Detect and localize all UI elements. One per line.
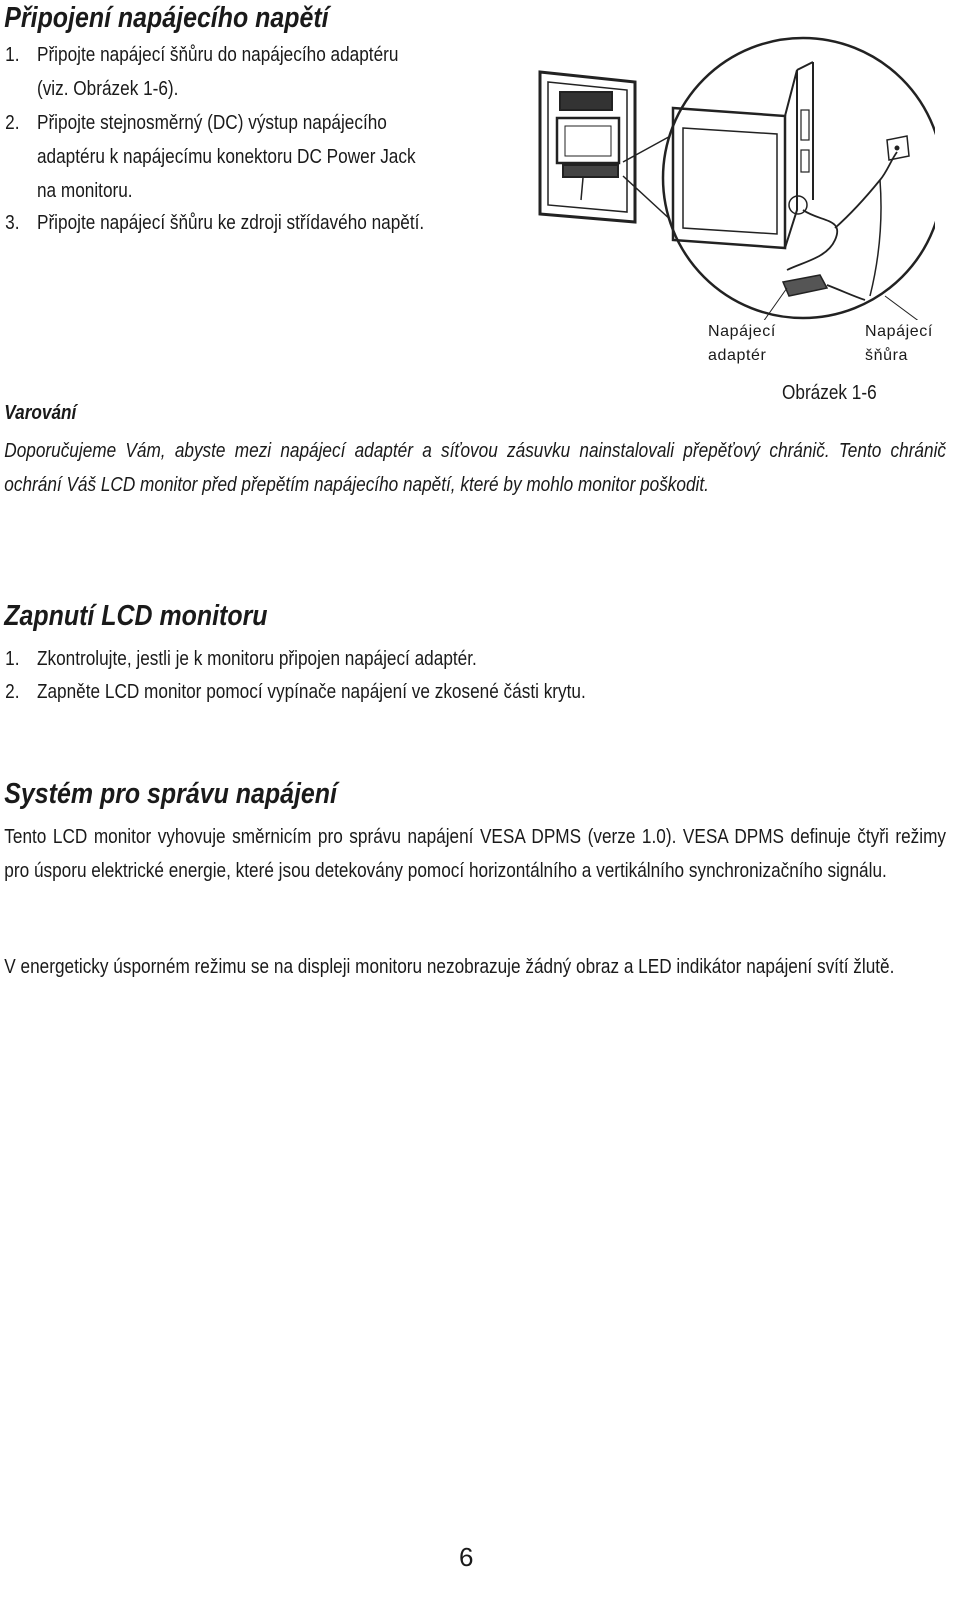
step-number: 2. bbox=[5, 112, 20, 134]
step-line: (viz. Obrázek 1-6). bbox=[36, 78, 179, 100]
step-number: 1. bbox=[5, 44, 20, 66]
figure-illustration bbox=[535, 0, 935, 320]
label-line: Napájecí bbox=[708, 323, 776, 340]
page-number: 6 bbox=[459, 1542, 474, 1572]
section-power-management bbox=[0, 778, 946, 1018]
section-heading: Zapnutí LCD monitoru bbox=[4, 600, 268, 632]
paragraph: Tento LCD monitor vyhovuje směrnicím pro správu napájení VESA DPMS (verze 1.0). VESA DPMS definuje čtyři režimy pro úsporu elektrické energie, které jsou detekovány pomocí horizontálního a vertikálního synchronizačního signálu. bbox=[4, 826, 947, 882]
step-line: Zkontrolujte, jestli je k monitoru připojen napájecí adaptér. bbox=[36, 648, 477, 670]
section-heading: Systém pro správu napájení bbox=[4, 778, 337, 810]
label-line: adaptér bbox=[708, 347, 767, 364]
step-number: 3. bbox=[5, 212, 20, 234]
step-number: 2. bbox=[5, 681, 20, 703]
label-line: Napájecí bbox=[865, 323, 933, 340]
warning-block bbox=[0, 402, 946, 542]
figure-caption: Obrázek 1-6 bbox=[782, 382, 877, 404]
paragraph: V energeticky úsporném režimu se na displeji monitoru nezobrazuje žádný obraz a LED indikátor napájení svítí žlutě. bbox=[4, 956, 895, 978]
step-line: na monitoru. bbox=[36, 180, 133, 202]
step-line: Připojte stejnosměrný (DC) výstup napájecího bbox=[36, 112, 387, 134]
label-power-cord bbox=[865, 320, 933, 368]
step-line: Zapněte LCD monitor pomocí vypínače napájení ve zkosené části krytu. bbox=[36, 681, 586, 703]
section-power-on bbox=[0, 600, 946, 710]
monitor-back-thumbnail bbox=[540, 72, 635, 222]
warning-text: Doporučujeme Vám, abyste mezi napájecí adaptér a síťovou zásuvku nainstalovali přepěťový chránič. Tento chránič ochrání Váš LCD monitor před přepětím napájecího napětí, které by mohlo monitor poškodit. bbox=[4, 440, 947, 496]
label-power-adapter bbox=[708, 320, 776, 368]
step-line: Připojte napájecí šňůru do napájecího adaptéru bbox=[36, 44, 399, 66]
section-heading: Připojení napájecího napětí bbox=[4, 2, 329, 34]
step-line: adaptéru k napájecímu konektoru DC Power Jack bbox=[36, 146, 416, 168]
warning-title: Varování bbox=[4, 402, 77, 424]
label-line: šňůra bbox=[865, 347, 909, 364]
step-number: 1. bbox=[5, 648, 20, 670]
step-line: Připojte napájecí šňůru ke zdroji střídavého napětí. bbox=[36, 212, 425, 234]
